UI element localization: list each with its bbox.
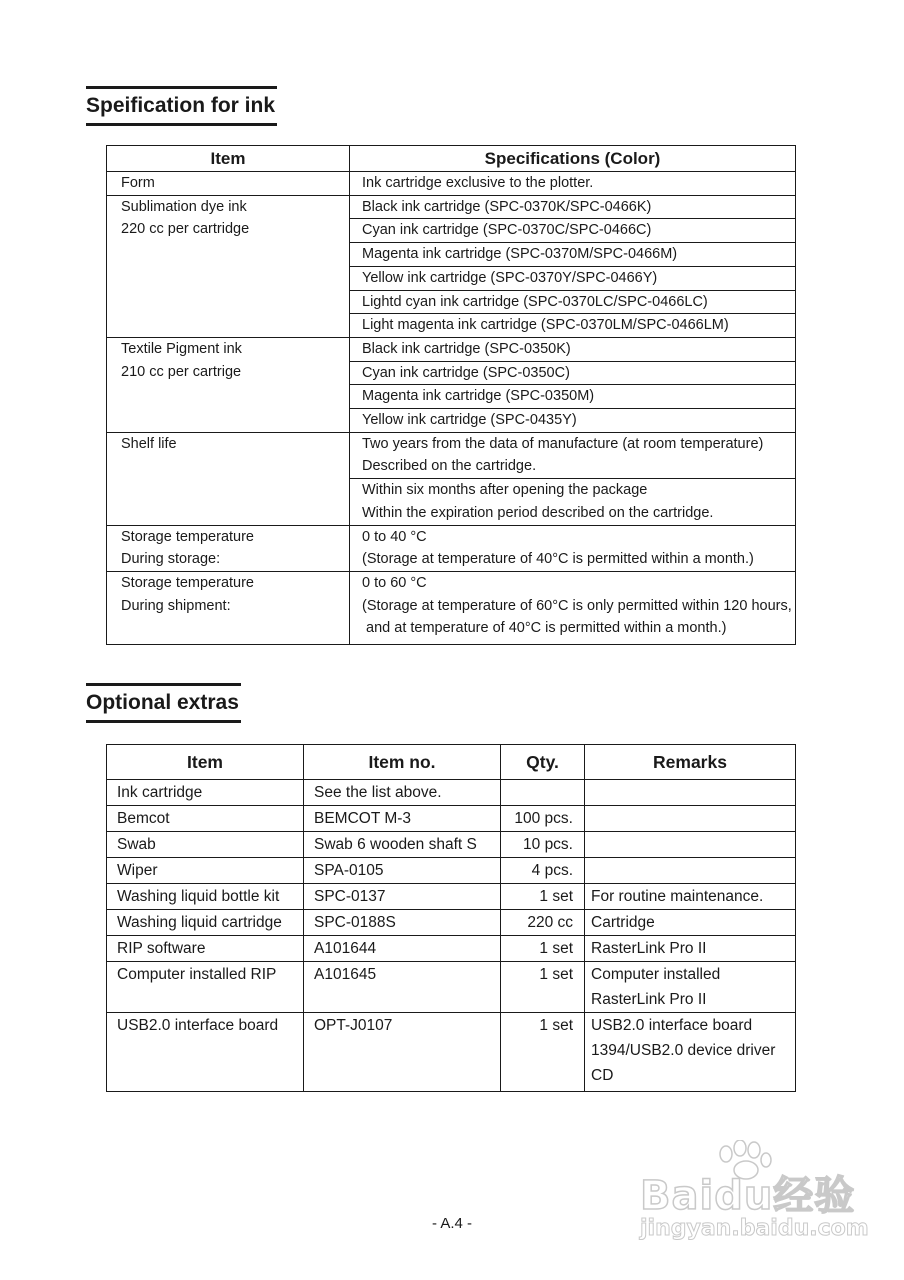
row-spec: Yellow ink cartridge (SPC-0370Y/SPC-0466Y) (350, 266, 796, 290)
item-line: Storage temperature (121, 528, 254, 545)
spec-line: 0 to 60 °C (362, 574, 427, 591)
row-spec: Black ink cartridge (SPC-0370K/SPC-0466K) (350, 195, 796, 219)
row-spec: Magenta ink cartridge (SPC-0370M/SPC-0466M) (350, 243, 796, 267)
cell-item-no: SPA-0105 (304, 858, 501, 884)
row-spec: Yellow ink cartridge (SPC-0435Y) (350, 409, 796, 433)
table-row (107, 525, 796, 571)
row-spec (350, 571, 796, 644)
header-remarks: Remarks (585, 745, 796, 780)
table-row (107, 172, 796, 196)
header-item: Item (107, 745, 304, 780)
cell-qty: 1 set (501, 884, 585, 910)
cell-qty: 100 pcs. (501, 806, 585, 832)
item-line: 220 cc per cartridge (121, 221, 250, 238)
cell-remarks (585, 1013, 796, 1092)
table-row (107, 936, 796, 962)
row-item-storage-temp (107, 525, 350, 571)
spec-line: (Storage at temperature of 60°C is only permitted within 120 hours, (362, 597, 792, 614)
item-line: During shipment: (121, 597, 231, 614)
spec-line: Described on the cartridge. (362, 458, 537, 475)
cell-item: Computer installed RIP (107, 962, 304, 1013)
section-title-ink-spec: Speification for ink (86, 86, 277, 126)
cell-qty: 10 pcs. (501, 832, 585, 858)
cell-qty: 1 set (501, 1013, 585, 1092)
cell-item-no: SPC-0188S (304, 910, 501, 936)
row-spec: Cyan ink cartridge (SPC-0370C/SPC-0466C) (350, 219, 796, 243)
table-row (107, 337, 796, 361)
table-row (107, 962, 796, 1013)
item-line: Textile Pigment ink (121, 340, 242, 357)
spec-line: Within the expiration period described on the cartridge. (362, 504, 714, 521)
remarks-line: 1394/USB2.0 device driver CD (591, 1042, 776, 1084)
cell-remarks (585, 858, 796, 884)
row-spec (350, 432, 796, 478)
cell-item-no: SPC-0137 (304, 884, 501, 910)
row-spec: Magenta ink cartridge (SPC-0350M) (350, 385, 796, 409)
cell-item-no: A101645 (304, 962, 501, 1013)
table-row (107, 195, 796, 219)
cell-remarks: RasterLink Pro II (585, 936, 796, 962)
cell-qty: 4 pcs. (501, 858, 585, 884)
table-row (107, 571, 796, 644)
cell-item: Bemcot (107, 806, 304, 832)
cell-item: Washing liquid cartridge (107, 910, 304, 936)
cell-remarks: Cartridge (585, 910, 796, 936)
cell-item: RIP software (107, 936, 304, 962)
item-line: During storage: (121, 551, 221, 568)
header-qty: Qty. (501, 745, 585, 780)
cell-item: USB2.0 interface board (107, 1013, 304, 1092)
remarks-line: USB2.0 interface board (591, 1017, 753, 1034)
table-row (107, 806, 796, 832)
cell-item: Wiper (107, 858, 304, 884)
spec-line: Two years from the data of manufacture (at room temperature) (362, 435, 764, 452)
table-row (107, 884, 796, 910)
row-spec: Black ink cartridge (SPC-0350K) (350, 337, 796, 361)
header-specifications: Specifications (Color) (350, 146, 796, 172)
watermark (640, 1140, 869, 1250)
cell-qty: 1 set (501, 962, 585, 1013)
ink-table-header-row (107, 146, 796, 172)
table-row (107, 832, 796, 858)
row-item-sublimation (107, 195, 350, 337)
header-item: Item (107, 146, 350, 172)
row-spec: Cyan ink cartridge (SPC-0350C) (350, 361, 796, 385)
ink-spec-table (106, 145, 796, 645)
remarks-line: Computer installed (591, 966, 721, 983)
cell-item-no: See the list above. (304, 780, 501, 806)
cell-remarks (585, 806, 796, 832)
table-row (107, 858, 796, 884)
table-row (107, 780, 796, 806)
cell-remarks (585, 962, 796, 1013)
cell-item-no: A101644 (304, 936, 501, 962)
spec-line: Within six months after opening the package (362, 482, 648, 499)
cell-remarks (585, 780, 796, 806)
row-spec: Lightd cyan ink cartridge (SPC-0370LC/SPC-0466LC) (350, 290, 796, 314)
row-spec: Ink cartridge exclusive to the plotter. (362, 175, 594, 191)
cell-qty: 1 set (501, 936, 585, 962)
watermark-text: Baidu经验 (640, 1173, 856, 1219)
row-item-shipment-temp (107, 571, 350, 644)
spec-line: 0 to 40 °C (362, 528, 427, 545)
cell-remarks: For routine maintenance. (585, 884, 796, 910)
cell-item: Ink cartridge (107, 780, 304, 806)
cell-item: Washing liquid bottle kit (107, 884, 304, 910)
cell-item: Swab (107, 832, 304, 858)
item-line: Storage temperature (121, 574, 254, 591)
cell-qty: 220 cc (501, 910, 585, 936)
opt-table-header-row (107, 745, 796, 780)
cell-item-no: OPT-J0107 (304, 1013, 501, 1092)
cell-qty (501, 780, 585, 806)
cell-remarks (585, 832, 796, 858)
header-item-no: Item no. (304, 745, 501, 780)
row-item-shelf-life: Shelf life (107, 432, 350, 525)
row-item-textile (107, 337, 350, 432)
remarks-line: RasterLink Pro II (591, 991, 707, 1008)
table-row (107, 910, 796, 936)
item-line: 210 cc per cartrige (121, 363, 242, 380)
watermark-url: jingyan.baidu.com (640, 1216, 869, 1241)
table-row (107, 1013, 796, 1092)
page-number: - A.4 - (431, 1215, 472, 1232)
spec-line: and at temperature of 40°C is permitted within a month.) (362, 620, 727, 637)
table-row (107, 432, 796, 478)
row-spec: Light magenta ink cartridge (SPC-0370LM/SPC-0466LM) (350, 314, 796, 338)
cell-item-no: Swab 6 wooden shaft S (304, 832, 501, 858)
optional-extras-table (106, 744, 796, 1092)
row-spec (350, 479, 796, 525)
spec-line: (Storage at temperature of 40°C is permitted within a month.) (362, 551, 754, 568)
cell-item-no: BEMCOT M-3 (304, 806, 501, 832)
row-item-form: Form (107, 172, 350, 196)
section-title-optional-extras: Optional extras (86, 683, 241, 723)
item-line: Sublimation dye ink (121, 198, 247, 215)
row-spec (350, 525, 796, 571)
